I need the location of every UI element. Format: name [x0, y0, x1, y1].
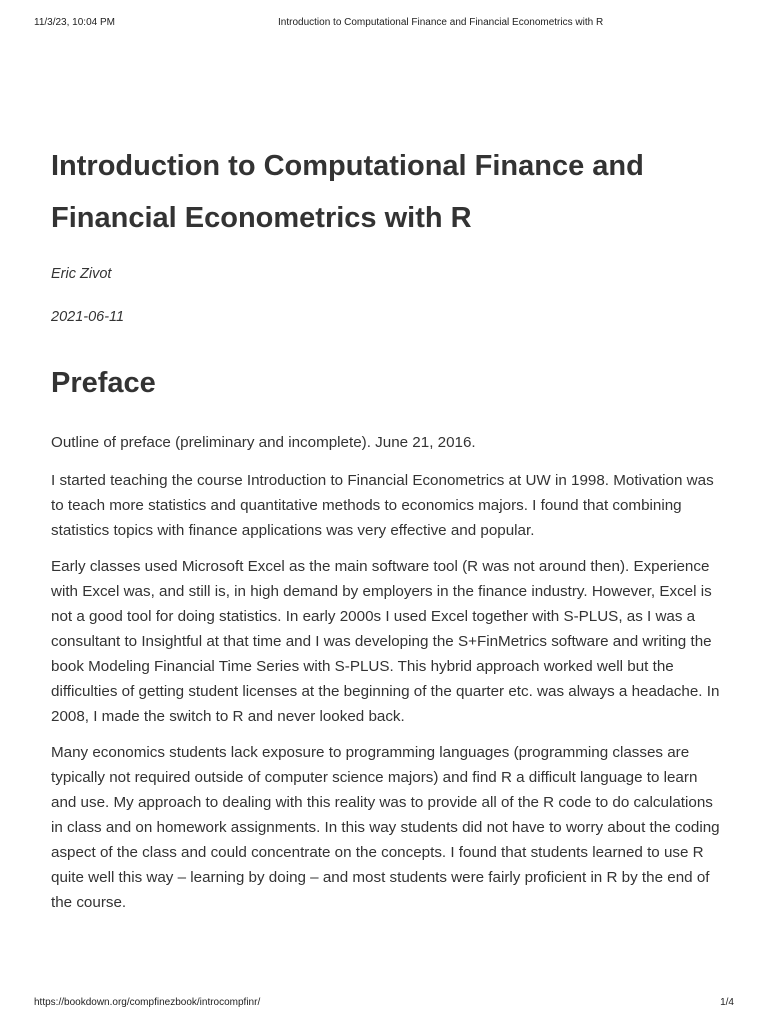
paragraph: I started teaching the course Introduction to Financial Econometrics at UW in 1998. Motivation was to teach more statistics and quantitative methods to economics majors. I found that combining statistics topics with finance applications was very effective and popular. — [51, 472, 714, 539]
publish-date: 2021-06-11 — [51, 309, 125, 325]
book-title — [51, 140, 721, 244]
print-page-title: Introduction to Computational Finance and Financial Econometrics with R — [278, 17, 604, 28]
section-heading-preface: Preface — [51, 367, 156, 399]
page-url: https://bookdown.org/compfinezbook/introcompfinr/ — [34, 997, 261, 1008]
book-title-line-2: Financial Econometrics with R — [51, 202, 472, 234]
paragraph: Outline of preface (preliminary and incomplete). June 21, 2016. — [51, 434, 476, 451]
paragraph: Many economics students lack exposure to programming languages (programming classes are typically not required outside of computer science majors) and find R a difficult language to learn and use. My approach to dealing with this reality was to provide all of the R code to do calculations in class and on homework assignments. In this way students did not have to worry about the coding aspect of the class and could concentrate on the concepts. I found that students learned to use R quite well this way – learning by doing – and most students were fairly proficient in R by the end of the course. — [51, 744, 720, 911]
book-title-line-1: Introduction to Computational Finance and — [51, 150, 644, 182]
print-datetime: 11/3/23, 10:04 PM — [34, 17, 115, 28]
author: Eric Zivot — [51, 266, 112, 282]
document-body — [51, 140, 721, 915]
print-header — [34, 17, 734, 31]
page-number: 1/4 — [720, 997, 734, 1008]
paragraph: Early classes used Microsoft Excel as the main software tool (R was not around then). Experience with Excel was, and still is, in high demand by employers in the finance industry. However, Excel is not a good tool for doing statistics. In early 2000s I used Excel together with S-PLUS, as I was a consultant to Insightful at that time and I was developing the S+FinMetrics software and writing the book Modeling Financial Time Series with S-PLUS. This hybrid approach worked well but the difficulties of getting student licenses at the beginning of the quarter etc. was always a headache. In 2008, I made the switch to R and never looked back. — [51, 558, 720, 725]
